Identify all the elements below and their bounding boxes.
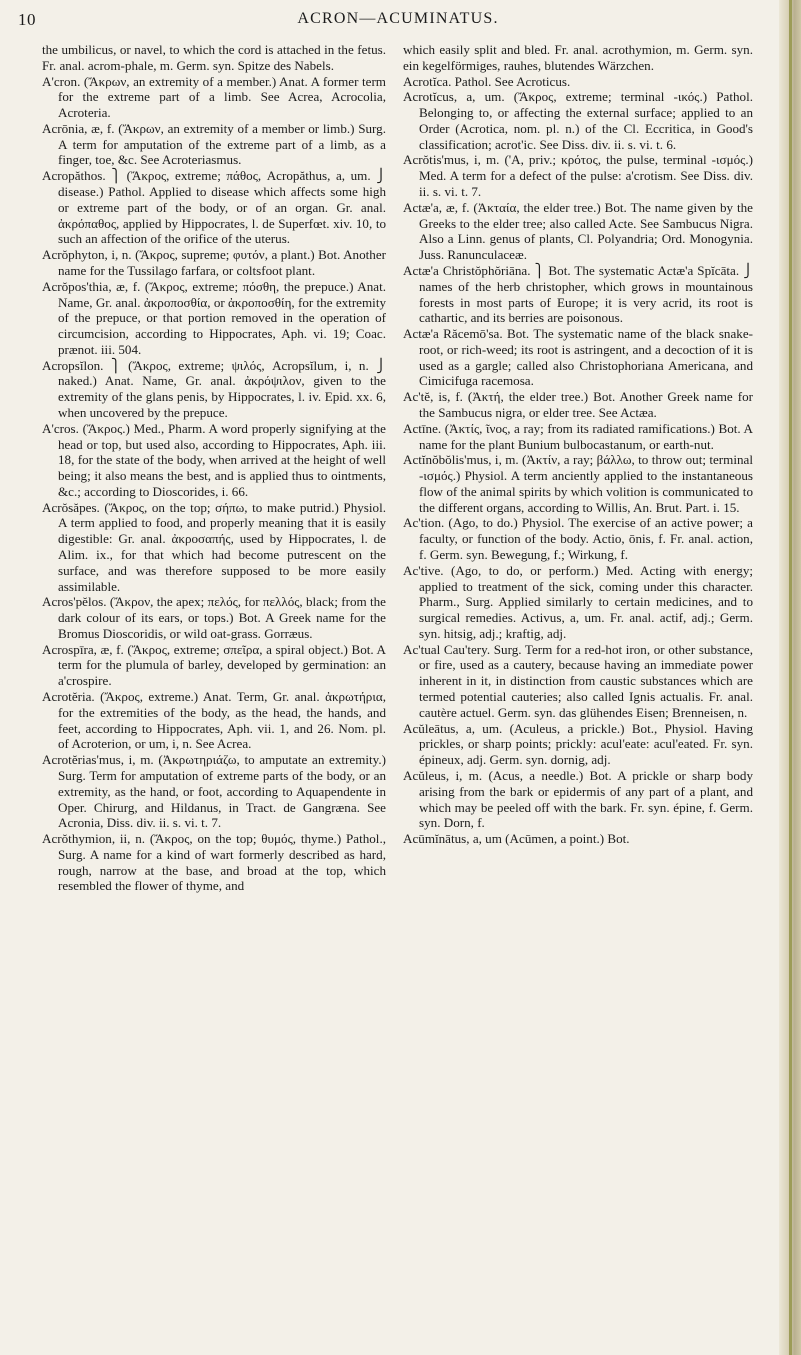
dictionary-entry: Acūmĭnātus, a, um (Acūmen, a point.) Bot. [403, 831, 630, 847]
dictionary-entry: Acrotĕria. (Ἄκρος, extreme.) Anat. Term, Gr. anal. ἀκρωτήρια, for the extremities of the body, as the head, the hands, and feet, according to Hippocrates, Aph. vii. 1, and 26. Nom. pl. of Acroterion, or um, i, n. See Acrea. [42, 689, 386, 752]
dictionary-entry: Acrotĕrias'mus, i, m. (Ἀκρωτηριάζω, to amputate an extremity.) Surg. Term for amputation of extreme parts of the body, or an extremity, as the hand, or foot, according to Aquapendente in Oper. Chirurg, and Hildanus, in Tract. de Gangræna. See Acronia, Diss. div. ii. s. vi. t. 7. [42, 752, 386, 831]
dictionary-entry: Acrotĭcus, a, um. (Ἄκρος, extreme; terminal -ικός.) Pathol. Belonging to, or affecting the external surface; applied to an Order (Acrotica, nom. pl. n.) of the Cl. Eccritica, in Good's classification; acrot'ic. See Diss. div. ii. s. vi. t. 6. [403, 89, 753, 152]
dictionary-entry: Ac'tual Cau'tery. Surg. Term for a red-hot iron, or other substance, or fire, used as a cautery, because having an immediate power inherent in it, in distinction from caustic substances which are termed potential cauteries; also called Ignis actualis. Fr. anal. cautère actuel. Germ. syn. das glühendes Eisen; Brenneisen, n. [403, 641, 753, 720]
right-column [403, 42, 753, 847]
dictionary-entry: Actæ'a Răcemō'sa. Bot. The systematic name of the black snake-root, or rich-weed; its root is astringent, and a decoction of it is used as a gargle; called also Christophoriana Americana, and Cimicifuga racemosa. [403, 326, 753, 389]
dictionary-entry: Ac'tĕ, is, f. (Ἀκτή, the elder tree.) Bot. Another Greek name for the Sambucus nigra, or elder tree. See Actæa. [403, 389, 753, 420]
dictionary-entry: Acrŏphyton, i, n. (Ἄκρος, supreme; φυτόν, a plant.) Bot. Another name for the Tussilago farfara, or coltsfoot plant. [42, 247, 386, 278]
spine-edge-line [789, 0, 792, 1355]
dictionary-entry: Acrotĭca. Pathol. See Acroticus. [403, 73, 571, 89]
dictionary-entry: A'cron. (Ἄκρων, an extremity of a member.) Anat. A former term for the extreme part of a limb. See Acrea, Acrocolia, Acroteria. [42, 73, 386, 121]
page-header [18, 10, 778, 34]
dictionary-entry: Acrŏthymion, ii, n. (Ἄκρος, on the top; θυμός, thyme.) Pathol., Surg. A name for a kind of wart formerly described as hard, rough, narrow at the base, and broad at the top, which resembled the flower of thyme, and [42, 831, 386, 894]
dictionary-entry: Acropăthos. ⎫ (Ἄκρος, extreme; πάθος, Acropăthus, a, um. ⎭ disease.) Pathol. Applied to disease which affects some high or extreme part of the body, or of an organ. Gr. anal. ἀκρόπαθος, applied by Hippocrates, l. de Superfœt. xiv. 10, to such an affection of the orifice of the uterus. [42, 168, 386, 247]
dictionary-entry: the umbilicus, or navel, to which the cord is attached in the fetus. Fr. anal. acrom-phale, m. Germ. syn. Spitze des Nabels. [42, 42, 386, 73]
dictionary-entry: Acrospīra, æ, f. (Ἄκρος, extreme; σπεῖρα, a spiral object.) Bot. A term for the plumula of barley, developed by germination: an a'crospire. [42, 641, 386, 689]
dictionary-entry: Ac'tion. (Ago, to do.) Physiol. The exercise of an active power; a faculty, or function of the body. Actio, ōnis, f. Fr. anal. action, f. Germ. syn. Bewegung, f.; Wirkung, f. [403, 515, 753, 562]
running-head: ACRON—ACUMINATUS. [297, 10, 499, 27]
page-number: 10 [18, 10, 36, 29]
left-column [42, 42, 386, 894]
dictionary-entry: Acrōnia, æ, f. (Ἄκρων, an extremity of a member or limb.) Surg. A term for amputation of the extreme part of a limb, as a finger, toe, &c. See Acroteriasmus. [42, 120, 386, 168]
dictionary-entry: Actæ'a, æ, f. (Ἀκταία, the elder tree.) Bot. The name given by the Greeks to the elder tree; also called Acte. See Sambucus Nigra. Also a Linn. genus of plants, Cl. Polyandria; Ord. Monogynia. Juss. Ranunculaceæ. [403, 199, 753, 263]
dictionary-entry: Acŭleus, i, m. (Acus, a needle.) Bot. A prickle or sharp body arising from the bark or epidermis of any part of a plant, and which may be peeled off with the bark. Fr. syn. épine, f. Germ. syn. Dorn, f. [403, 767, 753, 831]
dictionary-entry: Actīne. (Ἀκτίς, ῖνος, a ray; from its radiated ramifications.) Bot. A name for the plant Bunium bulbocastanum, or earth-nut. [403, 420, 753, 452]
dictionary-entry: Acrŏpos'thia, æ, f. (Ἄκρος, extreme; πόσθη, the prepuce.) Anat. Name, Gr. anal. ἀκροποσθία, or ἀκροποσθίη, for the extremity of the prepuce, or that portion removed in the operation of circumcision, according to Hippocrates, Aph. vi. 19; Coac. prænot. iii. 504. [42, 278, 386, 357]
dictionary-entry: Acŭleātus, a, um. (Aculeus, a prickle.) Bot., Physiol. Having prickles, or sharp points; prickly: acul'eate: acul'eated. Fr. syn. épineux, adj. Germ. syn. dornig, adj. [403, 720, 753, 768]
dictionary-entry: A'cros. (Ἄκρος.) Med., Pharm. A word properly signifying at the head or top, but used also, according to Hippocrates, Aph. iii. 18, for the state of the body, when arrived at the height of well being; it also means the best, and is applied thus to ointments, &c.; according to Dioscorides, i. 66. [42, 420, 386, 499]
dictionary-entry: which easily split and bled. Fr. anal. acrothymion, m. Germ. syn. ein kegelförmiges, rauhes, blutendes Wärzchen. [403, 42, 753, 73]
dictionary-entry: Actæ'a Christŏphŏriāna. ⎫ Bot. The systematic Actæ'a Spĭcāta. ⎭ names of the herb christopher, which grows in mountainous forests in most parts of Europe; it is very acrid, its root is cathartic, and its berries are poisonous. [403, 262, 753, 326]
dictionary-entry: Acrŏtis'mus, i, m. ('A, priv.; κρότος, the pulse, terminal -ισμός.) Med. A term for a defect of the pulse: a'crotism. See Diss. div. ii. s. vi. t. 7. [403, 152, 753, 200]
dictionary-entry: Acros'pĕlos. (Ἄκρον, the apex; πελός, for πελλός, black; from the dark colour of its ears, or tops.) Bot. A Greek name for the Bromus Dioscoridis, or wild oat-grass. Gorræus. [42, 594, 386, 641]
dictionary-entry: Acrŏsăpes. (Ἄκρος, on the top; σήπω, to make putrid.) Physiol. A term applied to food, and properly meaning that it is easily digestible: Gr. anal. ἀκροσαπής, used by Hippocrates, l. de Alim. ix., for that which had become putrescent on the surface, and was therefore supposed to be more easily assimilable. [42, 499, 386, 594]
dictionary-entry: Acropsĭlon. ⎫ (Ἄκρος, extreme; ψιλός, Acropsĭlum, i, n. ⎭ naked.) Anat. Name, Gr. anal. ἀκρόψιλον, given to the extremity of the glans penis, by Hippocrates, l. iv. Epid. xx. 6, when uncovered by the prepuce. [42, 357, 386, 420]
dictionary-entry: Ac'tive. (Ago, to do, or perform.) Med. Acting with energy; applied to treatment of the sick, coming under this character. Pharm., Surg. Applied similarly to certain medicines, and to surgical remedies. Activus, a, um. Fr. anal. actif, adj.; Germ. syn. hitsig, adj.; kraftig, adj. [403, 562, 753, 641]
dictionary-entry: Actĭnŏbŏlis'mus, i, m. (Ἀκτίν, a ray; βάλλω, to throw out; terminal -ισμός.) Physiol. A term anciently applied to the instantaneous flow of the animal spirits by which volition is communicated to the different organs, according to Willis, An. Brut. Part. i. 15. [403, 452, 753, 515]
